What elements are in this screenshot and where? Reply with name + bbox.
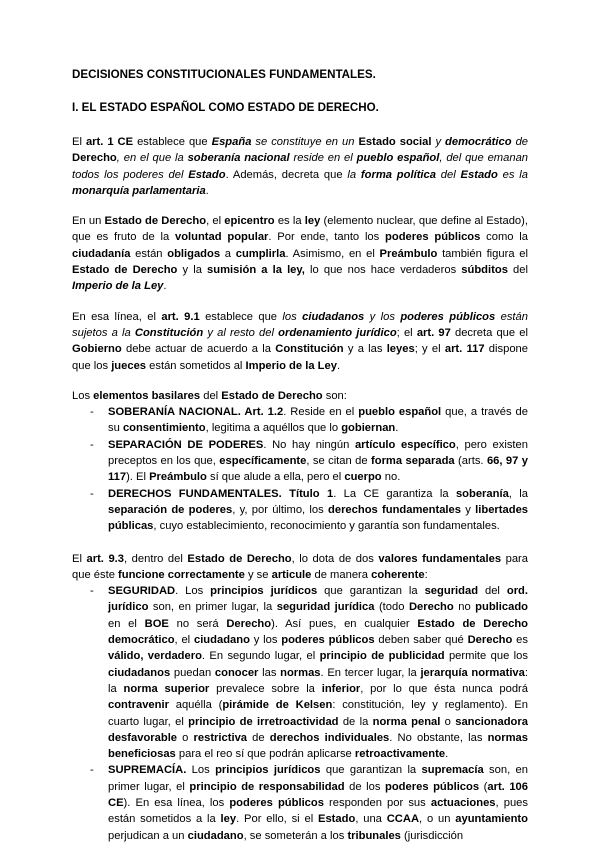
paragraph-art-9-1: En esa línea, el art. 9.1 establece que los ciudadanos y los poderes públicos están sujetos a la Constitución y al resto del ordenamiento jurídico; el art. 97 decreta que el Gobierno debe actuar de acuerdo a la Constitución y a las leyes; y el art. 117 dispone que los jueces están sometidos al Imperio de la Ley. [72, 310, 528, 372]
list-item: - SEGURIDAD. Los principios jurídicos que garantizan la seguridad del ord. jurídico son, en primer lugar, la seguridad jurídica (todo Derecho no publicado en el BOE no será Derecho). Así pues, en cualquier Estado de Derecho democrático, el ciudadano y los poderes públicos deben saber qué Derecho es válido, verdadero. En segundo lugar, el principio de publicidad permite que los ciudadanos puedan conocer las normas. En tercer lugar, la jerarquía normativa: la norma superior prevalece sobre la inferior, por lo que ésta nunca podrá contravenir aquélla (pirámide de Kelsen: constitución, ley y reglamento). En cuarto lugar, el principio de irretroactividad de la norma penal o sancionadora desfavorable o restrictiva de derechos individuales. No obstante, las normas beneficiosas para el reo sí que podrán aplicarse retroactivamente. [108, 583, 528, 762]
list-item: - SEPARACIÓN DE PODERES. No hay ningún artículo específico, pero existen preceptos en los que, específicamente, se citan de forma separada (arts. 66, 97 y 117). El Preámbulo sí que alude a ella, pero el cuerpo no. [108, 437, 528, 486]
paragraph-estado-de-derecho: En un Estado de Derecho, el epicentro es la ley (elemento nuclear, que define al Estado), que es fruto de la voluntad popular. Por ende, tanto los poderes públicos como la ciudadanía están obligados a cumplirla. Asimismo, en el Preámbulo también figura el Estado de Derecho y la sumisión a la ley, lo que nos hace verdaderos súbditos del Imperio de la Ley. [72, 215, 529, 293]
document-title: DECISIONES CONSTITUCIONALES FUNDAMENTALES. [72, 68, 376, 81]
paragraph-elementos-basilares: Los elementos basilares del Estado de Derecho son: [72, 389, 347, 402]
elementos-list [72, 404, 528, 534]
list-item: - SOBERANÍA NACIONAL. Art. 1.2. Reside en el pueblo español que, a través de su consentimiento, legitima a aquéllos que lo gobiernan. [108, 404, 528, 437]
list-item: - DERECHOS FUNDAMENTALES. Título 1. La CE garantiza la soberanía, la separación de poderes, y, por último, los derechos fundamentales y libertades públicas, cuyo establecimiento, reconocimiento y garantía son fundamentales. [108, 486, 528, 535]
paragraph-art-9-3: El art. 9.3, dentro del Estado de Derecho, lo dota de dos valores fundamentales para que éste funcione correctamente y se articule de manera coherente: [72, 552, 529, 581]
section-heading: I. EL ESTADO ESPAÑOL COMO ESTADO DE DERECHO. [72, 101, 379, 114]
paragraph-art-1: El art. 1 CE establece que España se constituye en un Estado social y democrático de Derecho, en el que la soberanía nacional reside en el pueblo español, del que emanan todos los poderes del Estado. Además, decreta que la forma política del Estado es la monarquía parlamentaria. [72, 136, 529, 197]
valores-list [72, 583, 528, 844]
list-item: - SUPREMACÍA. Los principios jurídicos que garantizan la supremacía son, en primer lugar, el principio de responsabilidad de los poderes públicos (art. 106 CE). En esa línea, los poderes públicos responden por sus actuaciones, pues están sometidos a la ley. Por ello, si el Estado, una CCAA, o un ayuntamiento perjudican a un ciudadano, se someterán a los tribunales (jurisdicción [108, 762, 528, 843]
